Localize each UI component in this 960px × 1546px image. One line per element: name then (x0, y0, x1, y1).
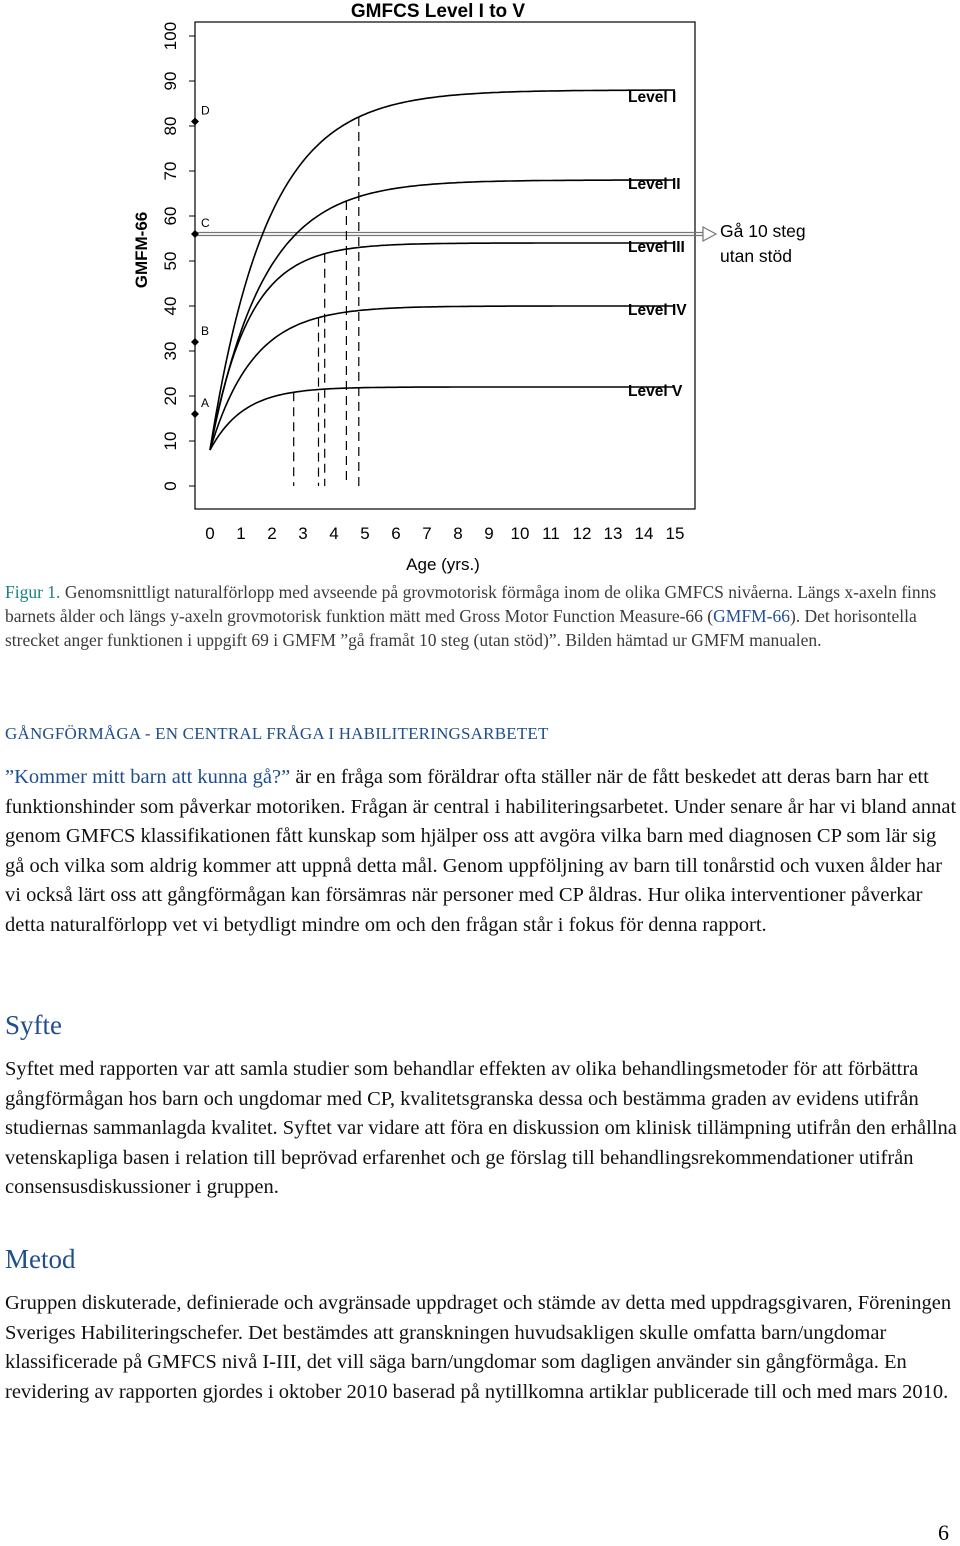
level-label: Level I (628, 89, 677, 106)
level-labels (628, 89, 687, 400)
metod-paragraph: Gruppen diskuterade, definierade och avgränsade uppdraget och stämde av detta med uppdragsgivaren, Föreningen Sveriges Habiliteringschefer. Det bestämdes att granskningen huvudsakligen skulle omfatta barn/ungdomar klassificerade på GMFCS nivå I-III, det vill säga barn/ungdomar som dagligen använder sin gångförmåga. En revidering av rapporten gjordes i oktober 2010 baserad på nytillkomna artiklar publicerade till och med mars 2010. (5, 1292, 952, 1403)
level-label: Level III (628, 239, 685, 256)
marker-point (191, 230, 199, 238)
y-tick-label: 40 (161, 296, 180, 316)
curve-line (210, 306, 675, 450)
marker-point (191, 118, 199, 126)
intro-paragraph (5, 763, 960, 940)
curve-line (210, 90, 675, 450)
x-tick-label: 6 (391, 524, 401, 543)
page-number: 6 (938, 1520, 949, 1545)
reference-annotation (720, 221, 806, 266)
x-axis-label: Age (yrs.) (406, 555, 480, 574)
curve-line (210, 243, 675, 450)
caption-text-1: Genomsnittligt naturalförlopp med avseende på grovmotorisk förmåga inom de olika GMFCS nivåerna. Längs x-axeln finns barnets ålder och längs y-axeln grovmotorisk funktion mätt med Gross Motor Function Measure-66 ( (5, 582, 937, 626)
y-tick-label: 80 (161, 116, 180, 136)
x-tick-label: 1 (236, 524, 246, 543)
marker-label: C (201, 216, 210, 230)
curve-line (210, 387, 675, 450)
x-tick-label: 3 (298, 524, 308, 543)
y-tick-label: 50 (161, 251, 180, 271)
x-tick-label: 0 (205, 524, 215, 543)
marker-label: A (201, 396, 210, 410)
dashed-age-lines (294, 117, 359, 486)
annotation-line-1: Gå 10 steg (720, 221, 806, 241)
x-tick-label: 4 (329, 524, 339, 543)
x-tick-label: 14 (634, 524, 654, 543)
y-tick-label: 30 (161, 341, 180, 361)
x-tick-label: 15 (665, 524, 685, 543)
x-tick-label: 13 (603, 524, 623, 543)
level-label: Level II (628, 176, 681, 193)
annotation-line-2: utan stöd (720, 246, 792, 266)
chart-title: GMFCS Level I to V (350, 1, 526, 22)
section-heading: GÅNGFÖRMÅGA - EN CENTRAL FRÅGA I HABILITERINGSARBETET (5, 724, 549, 743)
x-tick-label: 7 (422, 524, 432, 543)
level-label: Level IV (628, 302, 687, 319)
level-label: Level V (628, 383, 683, 400)
y-tick-label: 0 (161, 481, 180, 491)
marker-label: D (201, 103, 210, 118)
caption-text-2: ). Det horisontella strecket anger funktionen i uppgift 69 i GMFM ”gå framåt 10 steg (utan stöd)”. Bilden hämtad ur GMFM manualen. (5, 606, 917, 650)
marker-point (191, 338, 199, 346)
y-tick-label: 60 (161, 206, 180, 226)
curve-line (210, 180, 675, 450)
heading-metod: Metod (5, 1244, 76, 1274)
marker-point (191, 410, 199, 418)
x-tick-label: 10 (510, 524, 530, 543)
figure-caption (5, 580, 955, 652)
x-tick-label: 12 (572, 524, 592, 543)
y-axis-label: GMFM-66 (132, 211, 151, 289)
caption-figure-label: Figur 1. (5, 582, 61, 602)
plot-frame (195, 22, 695, 509)
x-tick-label: 11 (542, 524, 560, 543)
reference-arrowhead (703, 227, 716, 241)
y-tick-label: 20 (161, 386, 180, 406)
y-tick-label: 70 (161, 161, 180, 181)
gmfcs-chart (0, 0, 960, 580)
caption-gmfm-link[interactable]: GMFM-66 (713, 606, 790, 626)
y-tick-label: 100 (161, 21, 180, 51)
x-tick-label: 5 (360, 524, 370, 543)
y-tick-label: 90 (161, 71, 180, 91)
level-curves (210, 90, 675, 450)
marker-label: B (201, 324, 210, 338)
x-tick-label: 9 (484, 524, 494, 543)
x-tick-label: 2 (267, 524, 277, 543)
x-tick-label: 8 (453, 524, 463, 543)
intro-text: är en fråga som föräldrar ofta ställer när de fått beskedet att deras barn har ett funktionshinder som påverkar motoriken. Frågan är central i habiliteringsarbetet. Under senare år har vi bland annat genom GMFCS klassifikationen fått kunskap som hjälper oss att avgöra vilka barn med diagnosen CP som lär sig gå och vilka som aldrig kommer att uppnå detta mål. Genom uppföljning av barn till tonårstid och vuxen ålder har vi också lärt oss att gångförmågan kan försämras när personer med CP åldras. Hur olika interventioner påverkar detta naturalförlopp vet vi betydligt mindre om och den frågan står i fokus för denna rapport. (5, 766, 957, 936)
heading-syfte: Syfte (5, 1010, 62, 1040)
y-tick-label: 10 (161, 431, 180, 451)
y-axis (161, 22, 195, 491)
syfte-paragraph: Syftet med rapporten var att samla studier som behandlar effekten av olika behandlingsmetoder för att förbättra gångförmågan hos barn och ungdomar med CP, kvalitetsgranska dessa och bestämma graden av evidens utifrån studiernas sammanlagda kvalitet. Syftet var vidare att föra en diskussion om klinisk tillämpning utifrån den erhållna vetenskapliga basen i relation till beprövad erfarenhet och ge förslag till behandlingsrekommendationer utifrån consensusdiskussioner i gruppen. (5, 1058, 957, 1198)
x-axis (205, 524, 684, 543)
intro-question: ”Kommer mitt barn att kunna gå?” (5, 766, 291, 788)
